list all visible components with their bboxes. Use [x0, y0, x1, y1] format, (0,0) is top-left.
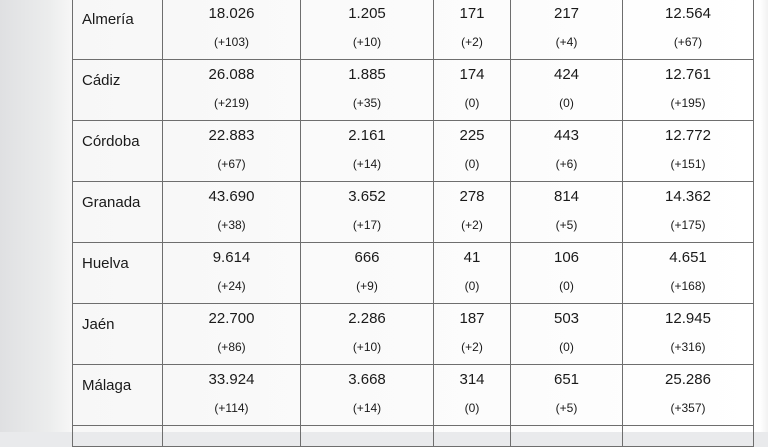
cell-value: 12.564 [665, 5, 711, 22]
value-cell [301, 121, 434, 182]
value-cell [623, 304, 754, 365]
value-cell [301, 243, 434, 304]
value-cell [301, 182, 434, 243]
cell-delta: (+24) [217, 279, 246, 293]
cell-value: 106 [553, 249, 580, 266]
table-row [73, 0, 754, 60]
cell-delta: (+35) [352, 96, 382, 110]
cell-delta: (0) [464, 157, 480, 171]
province-cell [73, 304, 163, 365]
empty-cell [623, 426, 754, 447]
cell-value: 1.885 [348, 66, 386, 83]
cell-delta: (0) [559, 340, 574, 354]
province-name: Jaén [82, 316, 115, 333]
province-name: Huelva [82, 255, 129, 272]
cell-value: 2.286 [348, 310, 386, 327]
value-cell [163, 365, 301, 426]
cell-value: 666 [354, 249, 380, 266]
cell-value: 3.652 [348, 188, 386, 205]
province-cell [73, 365, 163, 426]
value-cell [623, 121, 754, 182]
value-cell [301, 0, 434, 60]
cell-delta: (+67) [673, 35, 703, 49]
cell-delta: (0) [464, 401, 480, 415]
cell-delta: (+4) [555, 35, 578, 49]
cell-value: 814 [553, 188, 580, 205]
value-cell [301, 365, 434, 426]
cell-delta: (+175) [670, 218, 706, 232]
cell-value: 443 [553, 127, 580, 144]
value-cell [163, 182, 301, 243]
province-name: Málaga [82, 377, 132, 394]
cell-delta: (0) [464, 279, 480, 293]
cell-value: 2.161 [348, 127, 386, 144]
cell-delta: (+5) [555, 401, 578, 415]
cell-delta: (+86) [217, 340, 246, 354]
value-cell [163, 0, 301, 60]
value-cell [623, 60, 754, 121]
cell-delta: (+10) [352, 35, 382, 49]
cell-value: 22.700 [208, 310, 255, 327]
cell-value: 1.205 [348, 5, 386, 22]
cell-delta: (+114) [214, 401, 249, 415]
province-name: Córdoba [82, 133, 140, 150]
cell-delta: (+67) [217, 157, 246, 171]
cell-value: 12.772 [665, 127, 711, 144]
table-row [73, 365, 754, 426]
cell-value: 26.088 [208, 66, 255, 83]
cell-delta: (+103) [213, 35, 250, 49]
table-body [73, 0, 754, 447]
value-cell [511, 365, 623, 426]
province-data-table [72, 0, 754, 447]
value-cell [434, 60, 511, 121]
table-row [73, 304, 754, 365]
value-cell [511, 304, 623, 365]
value-cell [163, 121, 301, 182]
cell-delta: (0) [559, 96, 574, 110]
value-cell [623, 365, 754, 426]
province-name: Cádiz [82, 72, 121, 89]
value-cell [434, 243, 511, 304]
cell-value: 217 [553, 5, 580, 22]
province-cell [73, 60, 163, 121]
table-row-partial [73, 426, 754, 447]
empty-cell [301, 426, 434, 447]
value-cell [511, 60, 623, 121]
value-cell [301, 304, 434, 365]
value-cell [511, 182, 623, 243]
table-row [73, 60, 754, 121]
value-cell [163, 304, 301, 365]
cell-value: 33.924 [208, 371, 255, 388]
cell-value: 9.614 [212, 249, 251, 266]
value-cell [434, 182, 511, 243]
value-cell [511, 121, 623, 182]
cell-value: 503 [553, 310, 580, 327]
table-row [73, 182, 754, 243]
cell-delta: (+6) [555, 157, 578, 171]
cell-value: 22.883 [208, 127, 255, 144]
cell-value: 3.668 [348, 371, 386, 388]
value-cell [434, 304, 511, 365]
value-cell [623, 243, 754, 304]
value-cell [623, 182, 754, 243]
cell-delta: (+357) [670, 401, 706, 415]
cell-value: 171 [459, 5, 485, 22]
cell-delta: (+14) [352, 157, 382, 171]
empty-cell [163, 426, 301, 447]
province-name: Granada [82, 194, 141, 211]
value-cell [434, 121, 511, 182]
province-cell [73, 121, 163, 182]
cell-value: 174 [459, 66, 485, 83]
cell-value: 14.362 [665, 188, 711, 205]
cell-delta: (+10) [352, 340, 382, 354]
province-cell [73, 182, 163, 243]
cell-delta: (+38) [217, 218, 246, 232]
cell-delta: (+2) [461, 218, 483, 232]
empty-cell [511, 426, 623, 447]
cell-value: 41 [463, 249, 481, 266]
cell-value: 278 [459, 188, 485, 205]
value-cell [163, 243, 301, 304]
cell-delta: (+9) [356, 279, 378, 293]
province-cell [73, 0, 163, 60]
cell-value: 18.026 [208, 5, 255, 22]
province-cell [73, 243, 163, 304]
cell-delta: (+17) [352, 218, 382, 232]
province-name: Almería [82, 11, 134, 28]
value-cell [434, 365, 511, 426]
cell-delta: (+2) [461, 340, 483, 354]
cell-value: 12.945 [665, 310, 711, 327]
cell-value: 4.651 [669, 249, 707, 266]
table-row [73, 121, 754, 182]
value-cell [511, 243, 623, 304]
empty-cell [73, 426, 163, 447]
cell-delta: (+219) [213, 96, 250, 110]
value-cell [511, 0, 623, 60]
cell-value: 424 [553, 66, 580, 83]
empty-cell [434, 426, 511, 447]
value-cell [434, 0, 511, 60]
cell-delta: (0) [464, 96, 480, 110]
cell-delta: (+2) [461, 35, 483, 49]
cell-delta: (+168) [670, 279, 706, 293]
cell-delta: (0) [559, 279, 574, 293]
value-cell [163, 60, 301, 121]
cell-value: 314 [459, 371, 485, 388]
value-cell [301, 60, 434, 121]
cell-value: 25.286 [665, 371, 711, 388]
cell-delta: (+316) [670, 340, 706, 354]
cell-delta: (+151) [670, 157, 706, 171]
value-cell [623, 0, 754, 60]
cell-delta: (+195) [670, 96, 706, 110]
cell-value: 187 [459, 310, 485, 327]
cell-value: 225 [459, 127, 485, 144]
cell-delta: (+5) [555, 218, 578, 232]
cell-value: 651 [553, 371, 580, 388]
table-row [73, 243, 754, 304]
cell-delta: (+14) [352, 401, 382, 415]
cell-value: 12.761 [665, 66, 711, 83]
cell-value: 43.690 [208, 188, 255, 205]
